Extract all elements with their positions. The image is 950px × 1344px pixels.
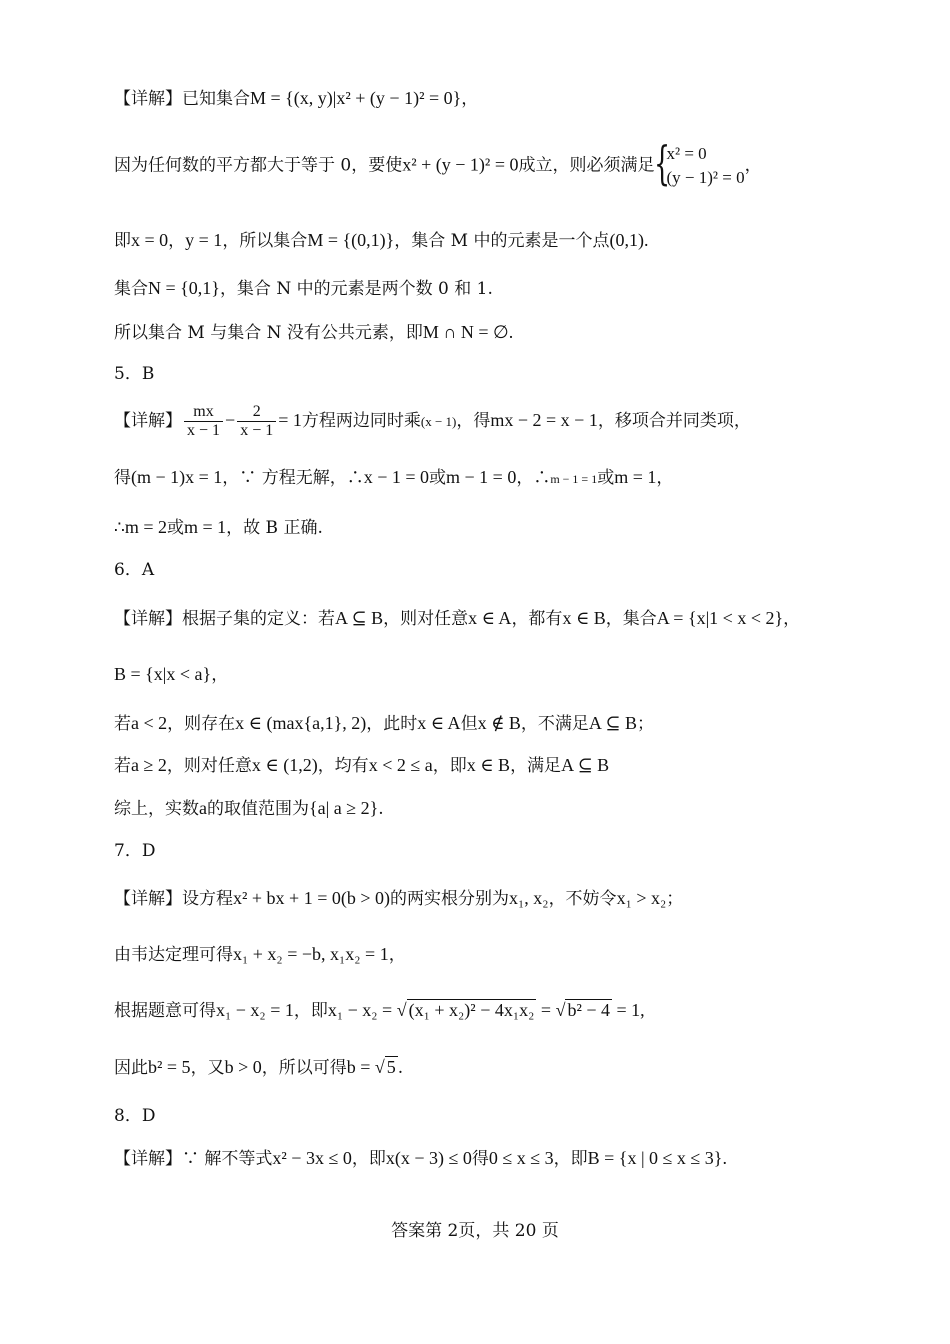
math: x ∈ B xyxy=(562,608,606,628)
text: 由韦达定理可得 xyxy=(114,945,233,965)
text: ，集合 M 中的元素是一个点 xyxy=(394,231,610,251)
math: mx − 2 = x − 1 xyxy=(490,410,598,430)
text: 或 xyxy=(166,518,184,538)
math: x ∉ B xyxy=(477,713,521,733)
text: ，又 xyxy=(190,1058,225,1078)
case-row: (y − 1)² = 0 xyxy=(666,168,745,187)
text: ∴ xyxy=(114,518,125,538)
math: A ⊆ B xyxy=(335,608,384,628)
question-number: 8．D xyxy=(114,1106,156,1126)
text: 设方程 xyxy=(182,889,233,909)
text: . xyxy=(378,799,384,819)
math: 0 ≤ x ≤ 3 xyxy=(488,1148,554,1168)
text: 但 xyxy=(460,714,478,734)
square-root: √ 5 xyxy=(374,1057,396,1077)
radicand: 5 xyxy=(386,1057,396,1077)
math: N = {0,1} xyxy=(148,278,220,298)
text: 的取值范围为 xyxy=(207,799,309,819)
text: ，移项合并同类项， xyxy=(597,411,751,431)
text: ，不满足 xyxy=(520,714,589,734)
math: M = {(x, y)|x² + (y − 1)² = 0} xyxy=(250,88,462,108)
text: 得 xyxy=(471,1149,489,1169)
text: 综上，实数 xyxy=(114,799,199,819)
square-root: √ b² − 4 xyxy=(555,1000,611,1020)
math: x ∈ B xyxy=(466,755,511,775)
math: (x − 1) xyxy=(420,414,457,429)
math: x² + bx + 1 = 0(b > 0) xyxy=(233,888,390,908)
text: ； xyxy=(637,714,654,734)
math: m = 2 xyxy=(124,517,167,537)
math: x ∈ (max{a,1}, 2) xyxy=(235,713,367,733)
text: ，∵ 方程无解，∴ xyxy=(222,468,364,488)
math: x ∈ A xyxy=(468,608,512,628)
explanation-line xyxy=(114,753,609,778)
text: ， xyxy=(388,945,406,965)
question-number: 5．B xyxy=(114,364,155,384)
text: ，所以可得 xyxy=(261,1058,347,1078)
math: M = {(0,1)} xyxy=(307,230,395,250)
math: = 1, xyxy=(612,1000,645,1020)
math: a ≥ 2 xyxy=(131,755,167,775)
math: {a| a ≥ 2} xyxy=(309,798,379,818)
math: x₁ − x₂ = 1 xyxy=(216,1000,294,1020)
text: ， xyxy=(656,468,674,488)
text: ，即 xyxy=(432,756,467,776)
explanation-line xyxy=(114,1146,727,1171)
text: 因为任何数的平方都大于等于 0，要使 xyxy=(114,155,403,176)
math: A = {x|1 < x < 2} xyxy=(656,608,784,628)
text: ，都有 xyxy=(511,609,563,629)
explanation-line xyxy=(114,228,648,253)
text: ，则对任意 xyxy=(166,756,252,776)
explanation-line xyxy=(114,465,673,491)
text: 根据题意可得 xyxy=(114,1001,216,1021)
math: B = {x|x < a} xyxy=(114,664,212,684)
math: x² − 3x ≤ 0 xyxy=(272,1148,352,1168)
text: ，则存在 xyxy=(167,714,236,734)
math: x ∈ A xyxy=(417,713,461,733)
explanation-line xyxy=(114,1055,403,1080)
text: ， xyxy=(168,231,186,251)
page-footer: 答案第 2页，共 20 页 xyxy=(391,1221,559,1241)
text: ，即 xyxy=(351,1149,386,1169)
explanation-line xyxy=(114,320,513,345)
text: ，∴ xyxy=(516,468,551,488)
numerator: 2 xyxy=(237,403,276,422)
text: 或 xyxy=(429,468,447,488)
fraction xyxy=(237,403,276,440)
text: ，集合 xyxy=(605,609,657,629)
math: (0,1). xyxy=(609,230,649,250)
explanation-line xyxy=(114,606,800,631)
brace-glyph: { xyxy=(654,136,671,190)
text: 成立，则必须满足 xyxy=(518,155,655,176)
text: ，得 xyxy=(456,411,491,431)
math: (m − 1)x = 1 xyxy=(131,467,223,487)
explanation-line xyxy=(114,886,683,911)
radicand: (x₁ + x₂)² − 4x₁x₂ xyxy=(408,1000,535,1020)
text: 的两实根分别为 xyxy=(390,889,509,909)
detail-label: 【详解】 xyxy=(114,889,182,909)
text: ，集合 N 中的元素是两个数 0 和 1. xyxy=(219,279,493,299)
text: . xyxy=(397,1058,404,1078)
math: x² + (y − 1)² = 0 xyxy=(402,154,519,175)
math: a < 2 xyxy=(131,713,168,733)
detail-label: 【详解】 xyxy=(114,89,182,109)
text: 集合 xyxy=(114,279,148,299)
math: x₁ + x₂ = −b, x₁x₂ = 1 xyxy=(233,944,389,964)
text: 若 xyxy=(114,756,131,776)
detail-label: 【详解】 xyxy=(114,609,182,629)
math: = 1 xyxy=(278,410,302,430)
explanation-line xyxy=(114,136,762,190)
math: x = 0 xyxy=(131,230,169,250)
text: ，均有 xyxy=(317,756,369,776)
math: − xyxy=(225,410,236,430)
text: ，则对任意 xyxy=(383,609,469,629)
case-row: x² = 0 xyxy=(666,144,707,163)
math: b² = 5 xyxy=(148,1057,191,1077)
math: x ∈ (1,2) xyxy=(251,755,318,775)
explanation-line xyxy=(114,998,645,1023)
explanation-line xyxy=(114,662,228,687)
square-root: √ (x₁ + x₂)² − 4x₁x₂ xyxy=(396,1000,535,1020)
math: = xyxy=(536,1000,556,1020)
explanation-line xyxy=(114,276,493,301)
math: b = xyxy=(346,1057,375,1077)
math: m − 1 = 0 xyxy=(446,467,517,487)
explanation-line xyxy=(114,515,323,540)
text: ，不妨令 xyxy=(548,889,617,909)
explanation-line xyxy=(114,796,384,821)
denominator: x − 1 xyxy=(240,422,274,439)
explanation-line xyxy=(114,711,654,736)
text: ，故 B 正确. xyxy=(226,518,323,538)
math: x < 2 ≤ a xyxy=(368,755,433,775)
explanation-line xyxy=(114,86,478,111)
detail-label: 【详解】 xyxy=(114,1149,182,1169)
text: 或 xyxy=(597,468,615,488)
math: x − 1 = 0 xyxy=(363,467,430,487)
denominator: x − 1 xyxy=(187,422,221,439)
detail-label: 【详解】 xyxy=(114,411,182,431)
text: 已知集合 xyxy=(182,89,250,109)
text: ，即 xyxy=(293,1001,328,1021)
text: ， xyxy=(461,89,479,109)
text: ∵ 解不等式 xyxy=(182,1149,273,1169)
numerator: mx xyxy=(184,403,223,422)
math: b > 0 xyxy=(224,1057,262,1077)
text: 得 xyxy=(114,468,131,488)
text: 方程两边同时乘 xyxy=(301,411,421,431)
text: 所以集合 M 与集合 N 没有公共元素，即 xyxy=(114,323,423,343)
math: A ⊆ B xyxy=(561,755,610,775)
text: ，即 xyxy=(553,1149,588,1169)
math: x₁ > x₂ xyxy=(616,888,667,908)
math: y = 1 xyxy=(185,230,223,250)
explanation-line xyxy=(114,400,751,442)
math: m = 1 xyxy=(183,517,227,537)
text: ， xyxy=(744,155,762,176)
text: ，此时 xyxy=(366,714,418,734)
math: M ∩ N = ∅. xyxy=(422,322,514,342)
math: A ⊆ B xyxy=(588,713,637,733)
math: m − 1 = 1 xyxy=(550,472,598,486)
math: m = 1 xyxy=(614,467,657,487)
text: ，所以集合 xyxy=(222,231,308,251)
math: x₁ − x₂ = xyxy=(327,1000,397,1020)
text: 因此 xyxy=(114,1058,148,1078)
question-number: 7．D xyxy=(114,841,156,861)
text: ， xyxy=(211,665,229,685)
text: ，满足 xyxy=(510,756,562,776)
text: ； xyxy=(666,889,684,909)
math: B = {x | 0 ≤ x ≤ 3}. xyxy=(587,1148,727,1168)
math: a xyxy=(199,798,207,818)
fraction xyxy=(184,403,223,440)
math: x(x − 3) ≤ 0 xyxy=(385,1148,472,1168)
math: x₁, x₂ xyxy=(509,888,549,908)
cases-brace xyxy=(654,136,745,190)
question-number: 6．A xyxy=(114,560,155,580)
text: ， xyxy=(783,609,801,629)
text: 若 xyxy=(114,714,131,734)
radicand: b² − 4 xyxy=(567,1000,611,1020)
text: 即 xyxy=(114,231,131,251)
text: 根据子集的定义：若 xyxy=(182,609,335,629)
explanation-line xyxy=(114,942,406,967)
